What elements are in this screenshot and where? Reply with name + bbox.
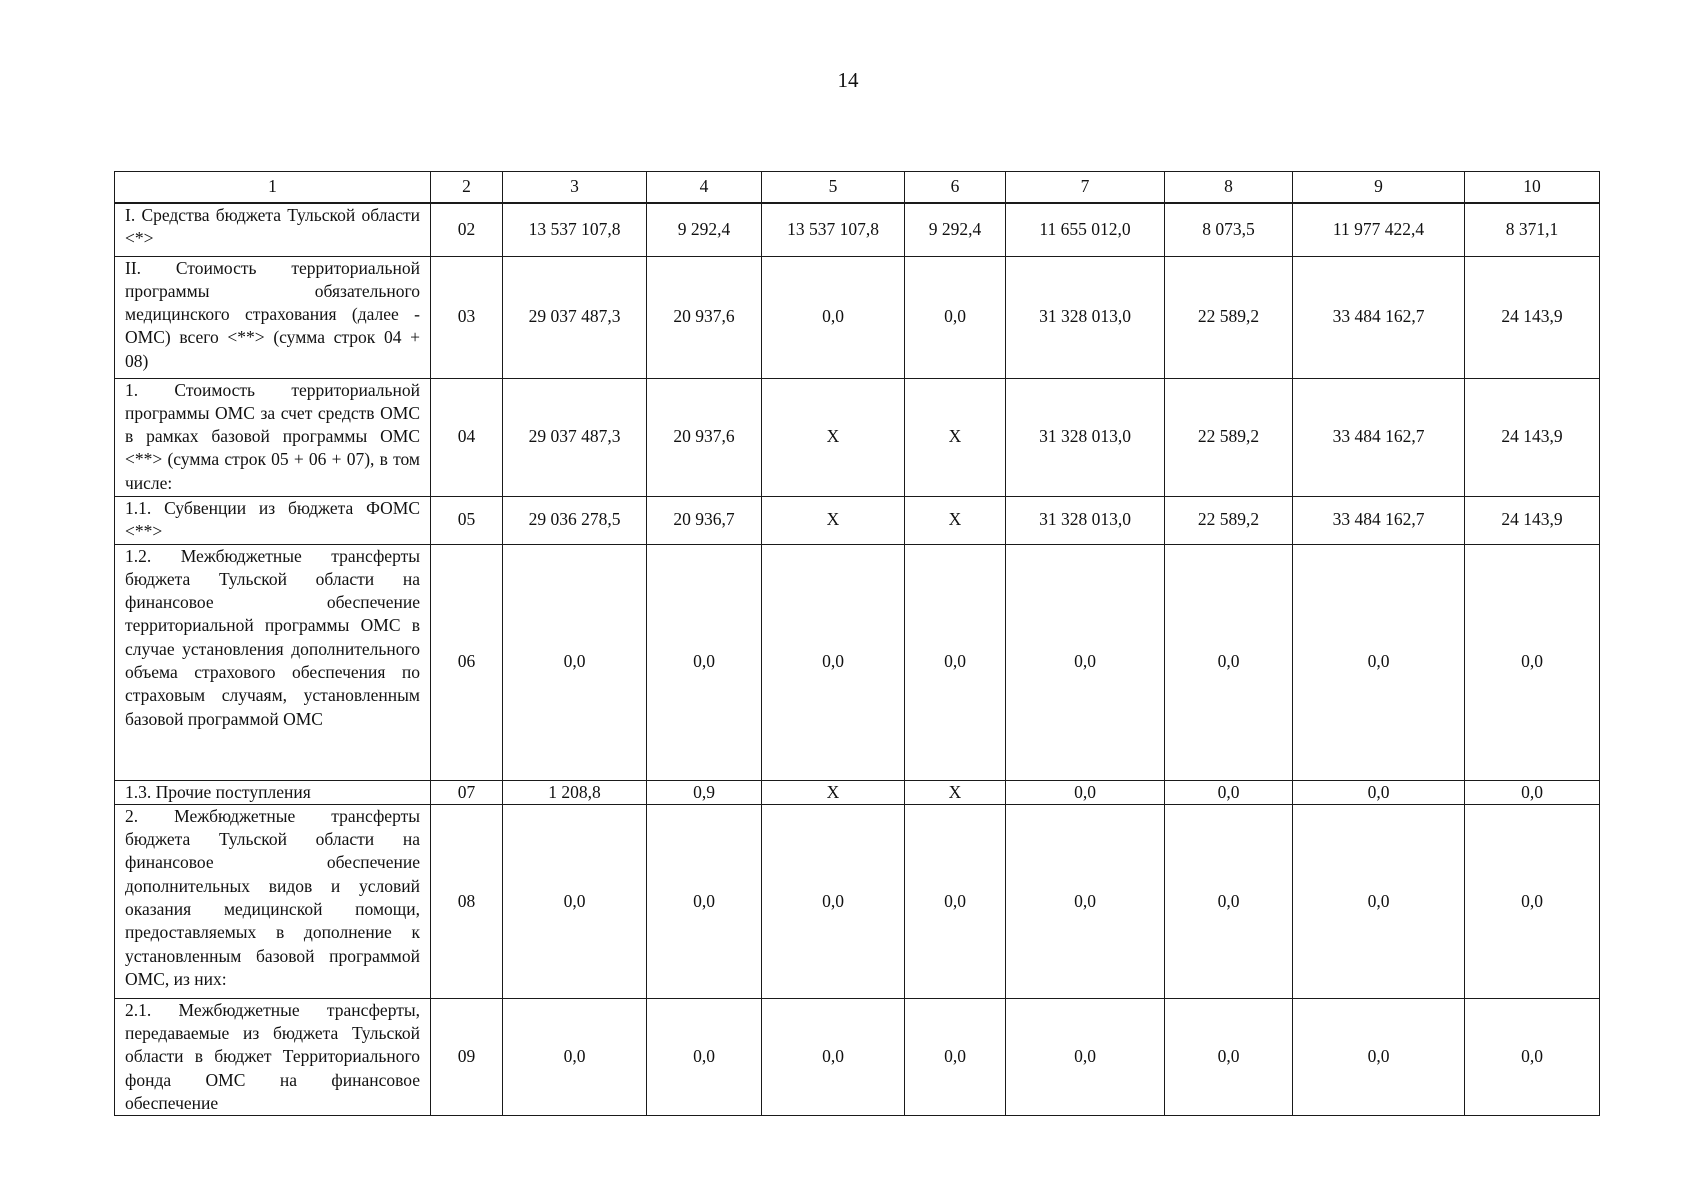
- value-cell: 22 589,2: [1165, 378, 1293, 496]
- value-cell: 8 371,1: [1465, 203, 1600, 256]
- value-cell: 24 143,9: [1465, 496, 1600, 544]
- table-row: [115, 998, 1600, 1115]
- table-row: [115, 544, 1600, 780]
- value-cell: 31 328 013,0: [1006, 256, 1165, 378]
- header-cell: 6: [905, 172, 1006, 204]
- header-cell: 1: [115, 172, 431, 204]
- value-cell: 20 937,6: [647, 378, 762, 496]
- value-cell: 0,0: [1006, 998, 1165, 1115]
- row-code-cell: 09: [431, 998, 503, 1115]
- header-cell: 10: [1465, 172, 1600, 204]
- value-cell: 0,0: [1293, 804, 1465, 998]
- value-cell: 33 484 162,7: [1293, 256, 1465, 378]
- value-cell: 0,0: [1293, 998, 1465, 1115]
- value-cell: 11 977 422,4: [1293, 203, 1465, 256]
- row-name-cell: I. Средства бюджета Тульской области <*>: [115, 203, 431, 256]
- value-cell: 31 328 013,0: [1006, 496, 1165, 544]
- header-cell: 7: [1006, 172, 1165, 204]
- row-code-cell: 05: [431, 496, 503, 544]
- value-cell: 29 036 278,5: [503, 496, 647, 544]
- row-code-cell: 02: [431, 203, 503, 256]
- value-cell: 0,0: [762, 804, 905, 998]
- value-cell: 0,0: [647, 998, 762, 1115]
- row-code-cell: 07: [431, 780, 503, 804]
- header-cell: 5: [762, 172, 905, 204]
- value-cell: X: [905, 378, 1006, 496]
- value-cell: 0,0: [503, 998, 647, 1115]
- value-cell: 0,0: [1165, 544, 1293, 780]
- table-row: [115, 256, 1600, 378]
- header-cell: 4: [647, 172, 762, 204]
- table-row: [115, 378, 1600, 496]
- value-cell: 0,0: [647, 804, 762, 998]
- value-cell: 0,0: [1465, 544, 1600, 780]
- value-cell: 0,0: [762, 256, 905, 378]
- row-code-cell: 06: [431, 544, 503, 780]
- table-row: [115, 496, 1600, 544]
- value-cell: 20 936,7: [647, 496, 762, 544]
- table-row: [115, 203, 1600, 256]
- value-cell: 0,0: [1006, 544, 1165, 780]
- value-cell: 0,0: [503, 804, 647, 998]
- value-cell: 0,0: [647, 544, 762, 780]
- value-cell: 0,0: [762, 544, 905, 780]
- value-cell: 22 589,2: [1165, 256, 1293, 378]
- value-cell: X: [905, 780, 1006, 804]
- value-cell: 31 328 013,0: [1006, 378, 1165, 496]
- row-code-cell: 03: [431, 256, 503, 378]
- value-cell: 20 937,6: [647, 256, 762, 378]
- value-cell: 13 537 107,8: [503, 203, 647, 256]
- value-cell: 0,0: [1465, 804, 1600, 998]
- value-cell: 24 143,9: [1465, 378, 1600, 496]
- value-cell: 29 037 487,3: [503, 256, 647, 378]
- row-name-cell: 2. Межбюджетные трансферты бюджета Тульской области на финансовое обеспечение дополнительных видов и условий оказания медицинской помощи, предоставляемых в дополнение к установленным базовой программой ОМС, из них:: [115, 804, 431, 998]
- value-cell: 0,0: [905, 544, 1006, 780]
- value-cell: 0,0: [905, 804, 1006, 998]
- row-name-cell: II. Стоимость территориальной программы обязательного медицинского страхования (далее - ОМС) всего <**> (сумма строк 04 + 08): [115, 256, 431, 378]
- header-cell: 3: [503, 172, 647, 204]
- value-cell: 0,9: [647, 780, 762, 804]
- value-cell: 0,0: [1006, 804, 1165, 998]
- table-row: [115, 804, 1600, 998]
- value-cell: 13 537 107,8: [762, 203, 905, 256]
- value-cell: 0,0: [762, 998, 905, 1115]
- value-cell: 33 484 162,7: [1293, 496, 1465, 544]
- row-name-cell: 1.3. Прочие поступления: [115, 780, 431, 804]
- value-cell: 0,0: [1165, 804, 1293, 998]
- value-cell: 0,0: [1165, 780, 1293, 804]
- value-cell: 0,0: [1465, 780, 1600, 804]
- value-cell: 0,0: [905, 998, 1006, 1115]
- value-cell: 33 484 162,7: [1293, 378, 1465, 496]
- row-name-cell: 1. Стоимость территориальной программы ОМС за счет средств ОМС в рамках базовой программы ОМС <**> (сумма строк 05 + 06 + 07), в том числе:: [115, 378, 431, 496]
- value-cell: 1 208,8: [503, 780, 647, 804]
- value-cell: X: [762, 496, 905, 544]
- value-cell: X: [762, 378, 905, 496]
- value-cell: 0,0: [1293, 780, 1465, 804]
- value-cell: X: [762, 780, 905, 804]
- header-cell: 8: [1165, 172, 1293, 204]
- value-cell: 24 143,9: [1465, 256, 1600, 378]
- value-cell: 9 292,4: [647, 203, 762, 256]
- value-cell: 8 073,5: [1165, 203, 1293, 256]
- table-row: [115, 780, 1600, 804]
- value-cell: 0,0: [1465, 998, 1600, 1115]
- table-header-row: [115, 172, 1600, 204]
- value-cell: 11 655 012,0: [1006, 203, 1165, 256]
- row-code-cell: 08: [431, 804, 503, 998]
- row-code-cell: 04: [431, 378, 503, 496]
- value-cell: 0,0: [503, 544, 647, 780]
- value-cell: 9 292,4: [905, 203, 1006, 256]
- page-number: 14: [837, 68, 859, 92]
- value-cell: X: [905, 496, 1006, 544]
- row-name-cell: 2.1. Межбюджетные трансферты, передаваемые из бюджета Тульской области в бюджет Территориального фонда ОМС на финансовое обеспечение: [115, 998, 431, 1115]
- row-name-cell: 1.2. Межбюджетные трансферты бюджета Тульской области на финансовое обеспечение территориальной программы ОМС в случае установления дополнительного объема страхового обеспечения по страховым случаям, установленным базовой программой ОМС: [115, 544, 431, 780]
- header-cell: 9: [1293, 172, 1465, 204]
- value-cell: 29 037 487,3: [503, 378, 647, 496]
- value-cell: 0,0: [1006, 780, 1165, 804]
- budget-table: [114, 171, 1600, 1116]
- value-cell: 0,0: [905, 256, 1006, 378]
- row-name-cell: 1.1. Субвенции из бюджета ФОМС <**>: [115, 496, 431, 544]
- value-cell: 0,0: [1165, 998, 1293, 1115]
- value-cell: 0,0: [1293, 544, 1465, 780]
- value-cell: 22 589,2: [1165, 496, 1293, 544]
- header-cell: 2: [431, 172, 503, 204]
